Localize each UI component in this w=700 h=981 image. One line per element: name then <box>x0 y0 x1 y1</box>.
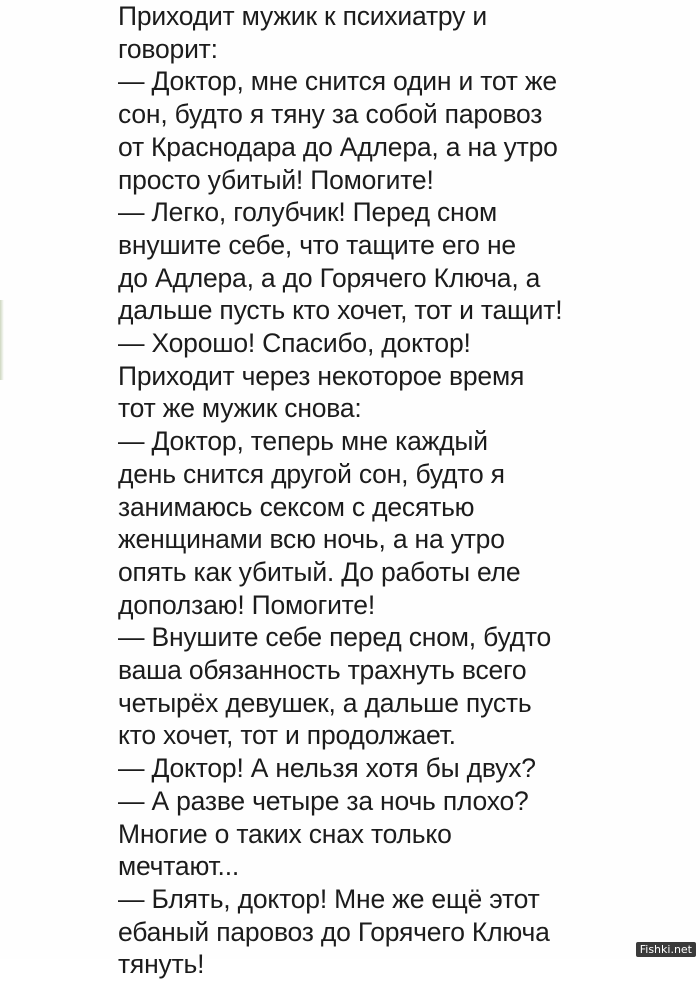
text-line: от Краснодара до Адлера, а на утро <box>118 131 558 162</box>
text-line: — Доктор, мне снится один и тот же <box>118 66 557 97</box>
text-line: Многие о таких снах только <box>118 818 452 849</box>
text-line: — А разве четыре за ночь плохо? <box>118 785 529 816</box>
left-edge-fragment <box>0 300 4 380</box>
text-line: — Блять, доктор! Мне же ещё этот <box>118 883 540 914</box>
text-line: занимаюсь сексом с десятью <box>118 491 475 522</box>
text-line: ебаный паровоз до Горячего Ключа <box>118 916 550 947</box>
text-line: просто убитый! Помогите! <box>118 164 434 195</box>
text-line: ваша обязанность трахнуть всего <box>118 655 527 686</box>
text-line: Приходит мужик к психиатру и <box>118 1 487 31</box>
text-line: тот же мужик снова: <box>118 393 362 424</box>
text-line: внушите себе, что тащите его не <box>118 229 516 260</box>
text-line: женщинами всю ночь, а на утро <box>118 524 505 555</box>
text-line: до Адлера, а до Горячего Ключа, а <box>118 262 541 293</box>
text-line: — Доктор! А нельзя хотя бы двух? <box>118 753 536 784</box>
text-line: четырёх девушек, а дальше пусть <box>118 687 532 718</box>
text-line: мечтают... <box>118 851 240 882</box>
text-line: говорит: <box>118 33 218 64</box>
text-line: — Хорошо! Спасибо, доктор! <box>118 328 471 359</box>
joke-text <box>118 0 698 981</box>
text-line: опять как убитый. До работы еле <box>118 556 521 587</box>
text-line: дальше пусть кто хочет, тот и тащит! <box>118 295 563 326</box>
text-line: Приходит через некоторое время <box>118 360 525 391</box>
text-line: тянуть! <box>118 949 205 980</box>
text-line: день снится другой сон, будто я <box>118 458 505 489</box>
text-line: сон, будто я тяну за собой паровоз <box>118 99 543 130</box>
text-line: кто хочет, тот и продолжает. <box>118 720 456 751</box>
text-line: доползаю! Помогите! <box>118 589 376 620</box>
text-line: — Доктор, теперь мне каждый <box>118 426 488 457</box>
text-line: — Легко, голубчик! Перед сном <box>118 197 498 228</box>
text-line: — Внушите себе перед сном, будто <box>118 622 552 653</box>
watermark: Fishki.net <box>636 942 696 957</box>
